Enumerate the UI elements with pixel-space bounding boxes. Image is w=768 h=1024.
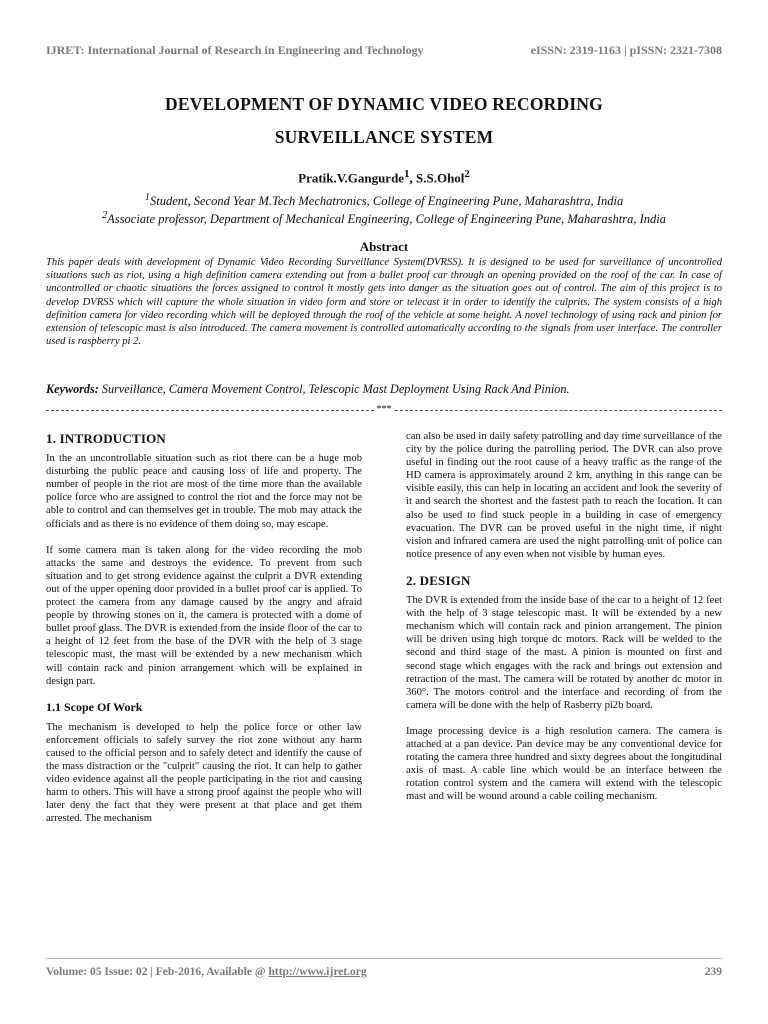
keywords-text: Surveillance, Camera Movement Control, Telescopic Mast Deployment Using Rack And Pinion.: [98, 382, 570, 396]
divider-stars: ***: [376, 404, 392, 415]
author-1-sup: 1: [404, 168, 410, 180]
design-paragraph-2: Image processing device is a high resolution camera. The camera is attached at a pan device. Pan device may be any conventional device for rotating the camera three hundred and sixty degrees about the longitudinal axis of mast. A cable line which would be an interface between the rotation control system and the camera will extend with the telescopic mast and will be wound around a cable coiling mechanism.: [406, 725, 722, 803]
footer-rule: [46, 958, 722, 959]
divider-rule-right: [395, 410, 723, 411]
right-column: [406, 430, 722, 816]
design-heading: 2. DESIGN: [406, 572, 471, 588]
affiliation-1-text: Student, Second Year M.Tech Mechatronics, College of Engineering Pune, Maharashtra, India: [149, 194, 624, 209]
authors: [40, 168, 728, 186]
scope-continuation: can also be used in daily safety patrolling and day time surveillance of the city by the police during the patrolling period. The DVR can also prove useful in finding out the root cause of a heavy traffic as the range of the HD camera is approximately around 2 km, anything in this range can be visible easily, this can help in locating an accident and look the severity of it and search the shortest and the fastest path to reach the location. It can also be used to find stuck people in a building in case of emergency evacuation. The DVR can be proved useful in the night time, if night vision and infrared camera are used the night patrolling unit of police can notice presence of any even when not visible by human eyes.: [406, 431, 722, 560]
issn: eISSN: 2319-1163 | pISSN: 2321-7308: [530, 42, 722, 57]
scope-paragraph: The mechanism is developed to help the police force or other law enforcement officials to safely survey the riot zone without any harm caused to the official person and to safely detect and identify the cause of the mass distraction or the "culprit" causing the riot. It can help to gather video evidence against all the people participating in the riot and causing harm to others. This will have a strong proof against the people who will later deny the fact that they were present at that place and get them arrested. The mechanism: [46, 721, 362, 825]
left-column: [46, 430, 362, 839]
paper-title: [40, 88, 728, 154]
affiliation-1-sup: 1: [144, 192, 150, 203]
footer-volume: [46, 966, 367, 978]
abstract-text: This paper deals with development of Dynamic Video Recording Surveillance System(DVRSS). It is designed to be used for surveillance of uncontrolled situations such as riot, using a high definition camera extending out from a bullet proof car through an opening provided on the roof of the car. In case of uncontrolled or chaotic situations the forces assigned to control it mostly gets into danger as the situation goes out of control. The aim of this project is to develop DVRSS which will capture the whole situation in video form and store or telecast it in order to identify the culprits. The system consists of a high definition camera for video recording which will be deployed through the roof of the vehicle at some height. A novel technology of using rack and pinion for extension of telescopic mast is also introduced. The camera movement is controlled automatically according to the signals from user interface. The controller used is raspberry pi 2.: [46, 257, 722, 348]
footer-volume-text: Volume: 05 Issue: 02 | Feb-2016, Available @: [46, 966, 269, 978]
section-divider: [46, 404, 722, 416]
divider-rule-left: [46, 410, 374, 411]
affiliation-1: [40, 192, 728, 209]
introduction-heading: 1. INTRODUCTION: [46, 431, 167, 446]
author-1: Pratik.V.Gangurde: [298, 170, 405, 186]
affiliation-2: [40, 210, 728, 227]
title-line-2: SURVEILLANCE SYSTEM: [274, 127, 494, 147]
keywords-label: Keywords:: [46, 382, 99, 396]
journal-name: IJRET: International Journal of Research in Engineering and Technology: [46, 42, 424, 57]
title-line-1: DEVELOPMENT OF DYNAMIC VIDEO RECORDING: [165, 94, 603, 114]
affiliation-2-text: Associate professor, Department of Mechanical Engineering, College of Engineering Pune, Maharashtra, India: [107, 212, 667, 227]
scope-heading: 1.1 Scope Of Work: [46, 699, 143, 714]
design-paragraph-1: The DVR is extended from the inside base of the car to a height of 12 feet with the help of 3 stage telescopic mast. It will be extended by a new mechanism which will contain rack and pinion arrangement. The pinion will be driven using high torque dc motors. Rack will be welded to the second and third stage of the mast. A pinion is mounted on first and second stage which engages with the rack and brings out extension and retraction of the mast. The camera will be rotated by another dc motor in 360°. The motors control and the interface and recording of from the camera will be done with the help of Rasberry pi2b board.: [406, 595, 722, 711]
running-header: [46, 38, 722, 62]
page-number: 239: [704, 966, 722, 978]
introduction-paragraph-1: In the an uncontrollable situation such as riot there can be a huge mob disturbing the public peace and causing loss of life and property. The number of people in the riot are most of the time more than the available police force who are assigned to control the riot and the force may not be able to control and can themselves get in trouble. The mob may attack the officials and as there is no evidence of them doing so, may escape.: [46, 453, 362, 530]
journal-url-link[interactable]: http://www.ijret.org: [268, 966, 367, 978]
author-2: S.S.Ohol: [416, 170, 465, 186]
author-2-sup: 2: [464, 168, 470, 180]
running-footer: [46, 966, 722, 978]
abstract-heading: Abstract: [359, 239, 409, 254]
author-separator: ,: [409, 170, 416, 186]
affiliation-2-sup: 2: [101, 210, 108, 221]
keywords: [46, 382, 722, 397]
introduction-paragraph-2: If some camera man is taken along for the video recording the mob attacks the same and destroys the evidence. To prevent from such situation and to get strong evidence against the culprit a DVR extending out of the upper opening door provided in a bullet proof car is applied. To protect the camera from any damage caused by the angry and afraid people by throwing stones on it, the camera is protected with a dome of bullet proof glass. The DVR is extended from the inside floor of the car to a height of 12 feet from the base of the DVR with the help of 3 stage telescopic mast, the mast will be extended by a new mechanism which will contain rack and pinion arrangement which will be explained in design part.: [46, 544, 362, 687]
